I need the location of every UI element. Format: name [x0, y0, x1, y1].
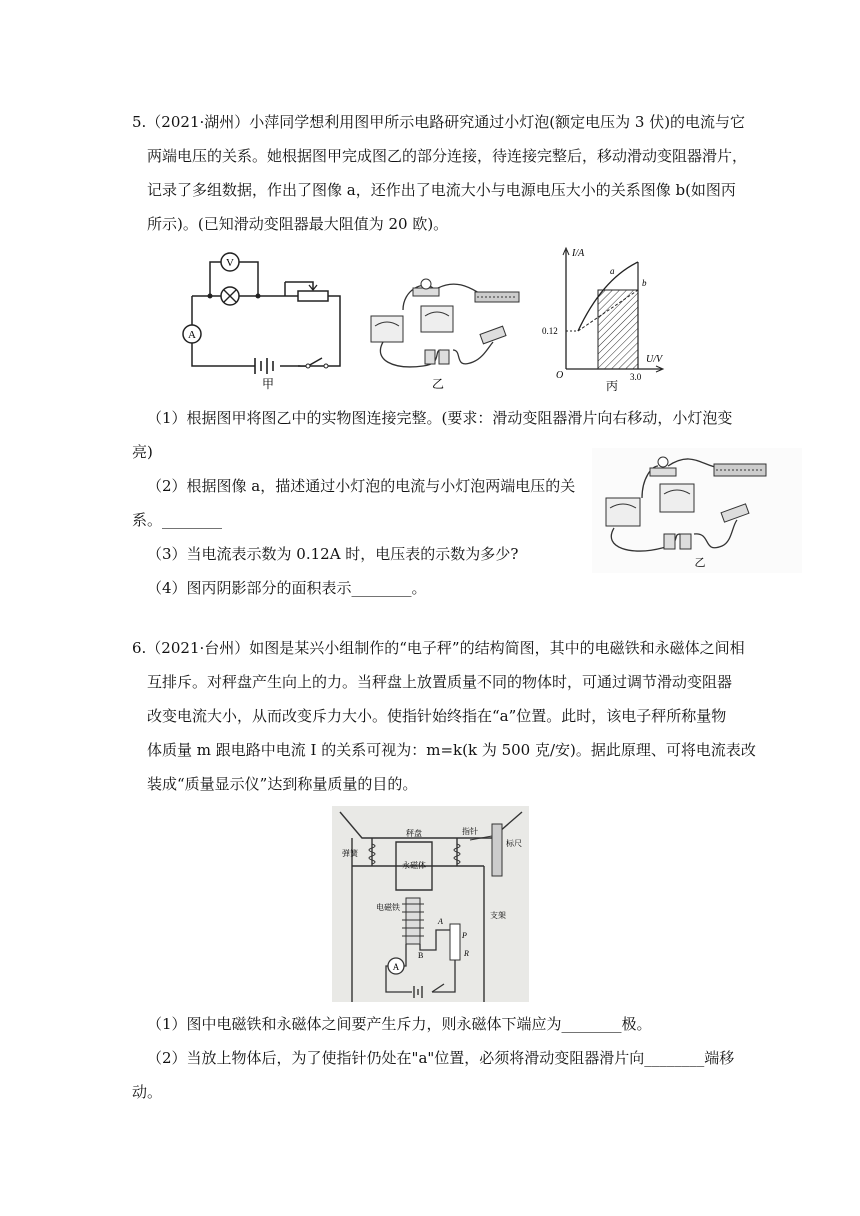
y-tick: 0.12: [542, 326, 558, 336]
magnet-label: 永磁体: [402, 861, 426, 870]
q5-sub4: （4）图丙阴影部分的面积表示________。: [147, 579, 427, 597]
point-R-label: R: [464, 949, 469, 958]
q5-line-2: 两端电压的关系。她根据图甲完成图乙的部分连接，待连接完整后，移动滑动变阻器滑片，: [147, 147, 748, 165]
point-B-label: B: [418, 951, 424, 960]
q6-line-4: 体质量 m 跟电路中电流 I 的关系可视为：m=k(k 为 500 克/安)。据此原理、可将电流表改: [147, 741, 756, 759]
q6-line-3: 改变电流大小，从而改变斥力大小。使指针始终指在“a”位置。此时，该电子秤所称量物: [147, 707, 727, 725]
label-jia: 甲: [261, 377, 275, 391]
stand-label: 支架: [490, 911, 506, 920]
label-bing: 丙: [605, 379, 619, 393]
point-P-label: P: [462, 931, 467, 940]
q6-line-5: 装成“质量显示仪”达到称量质量的目的。: [147, 775, 418, 793]
pointer-label: 指针: [462, 827, 478, 836]
q5-line-1: 5.（2021·湖州）小萍同学想利用图甲所示电路研究通过小灯泡(额定电压为 3 伏)的电流与它: [132, 113, 746, 131]
q6-sub2-line-2: 动。: [132, 1083, 163, 1101]
label-yi-2: 乙: [694, 557, 706, 569]
curve-a-label: a: [610, 266, 615, 276]
electronic-scale-diagram: [332, 806, 529, 1002]
label-yi: 乙: [431, 377, 445, 390]
apparatus-yi: [363, 270, 528, 390]
q5-sub3: （3）当电流表示数为 0.12A 时，电压表的示数为多少?: [147, 545, 519, 563]
spring-label: 弹簧: [342, 849, 358, 858]
x-axis-label: U/V: [646, 354, 663, 365]
q6-sub2-line-1: （2）当放上物体后，为了使指针仍处在"a"位置，必须将滑动变阻器滑片向________端移: [147, 1049, 735, 1067]
q6-sub1: （1）图中电磁铁和永磁体之间要产生斥力，则永磁体下端应为________极。: [147, 1015, 652, 1033]
curve-b-label: b: [642, 278, 647, 288]
apparatus-yi-small: [592, 448, 802, 573]
q5-sub1-line-2: 亮): [132, 443, 153, 461]
graph-bing: [538, 244, 668, 394]
ruler-label: 标尺: [506, 839, 522, 848]
electromagnet-label: 电磁铁: [376, 903, 400, 912]
q5-sub2-line-1: （2）根据图像 a，描述通过小灯泡的电流与小灯泡两端电压的关: [147, 477, 576, 495]
pan-label: 秤盘: [406, 829, 422, 838]
q5-sub2-line-2: 系。________: [132, 511, 223, 529]
voltmeter-label: V: [226, 257, 234, 269]
y-axis-label: I/A: [572, 248, 585, 259]
q5-sub1-line-1: （1）根据图甲将图乙中的实物图连接完整。(要求：滑动变阻器滑片向右移动，小灯泡变: [147, 409, 733, 427]
q5-line-4: 所示)。(已知滑动变阻器最大阻值为 20 欧)。: [147, 215, 449, 233]
origin-label: O: [556, 370, 564, 381]
q5-line-3: 记录了多组数据，作出了图像 a，还作出了电流大小与电源电压大小的关系图像 b(如图丙: [147, 181, 736, 199]
point-A-label: A: [438, 917, 443, 926]
x-tick: 3.0: [630, 372, 642, 382]
q6-line-2: 互排斥。对秤盘产生向上的力。当秤盘上放置质量不同的物体时，可通过调节滑动变阻器: [147, 673, 733, 691]
q6-line-1: 6.（2021·台州）如图是某兴小组制作的“电子秤”的结构简图，其中的电磁铁和永磁体之间相: [132, 639, 745, 657]
circuit-diagram-jia: [180, 244, 355, 392]
ammeter-label-q6: A: [392, 962, 400, 972]
ammeter-label: A: [188, 329, 196, 341]
